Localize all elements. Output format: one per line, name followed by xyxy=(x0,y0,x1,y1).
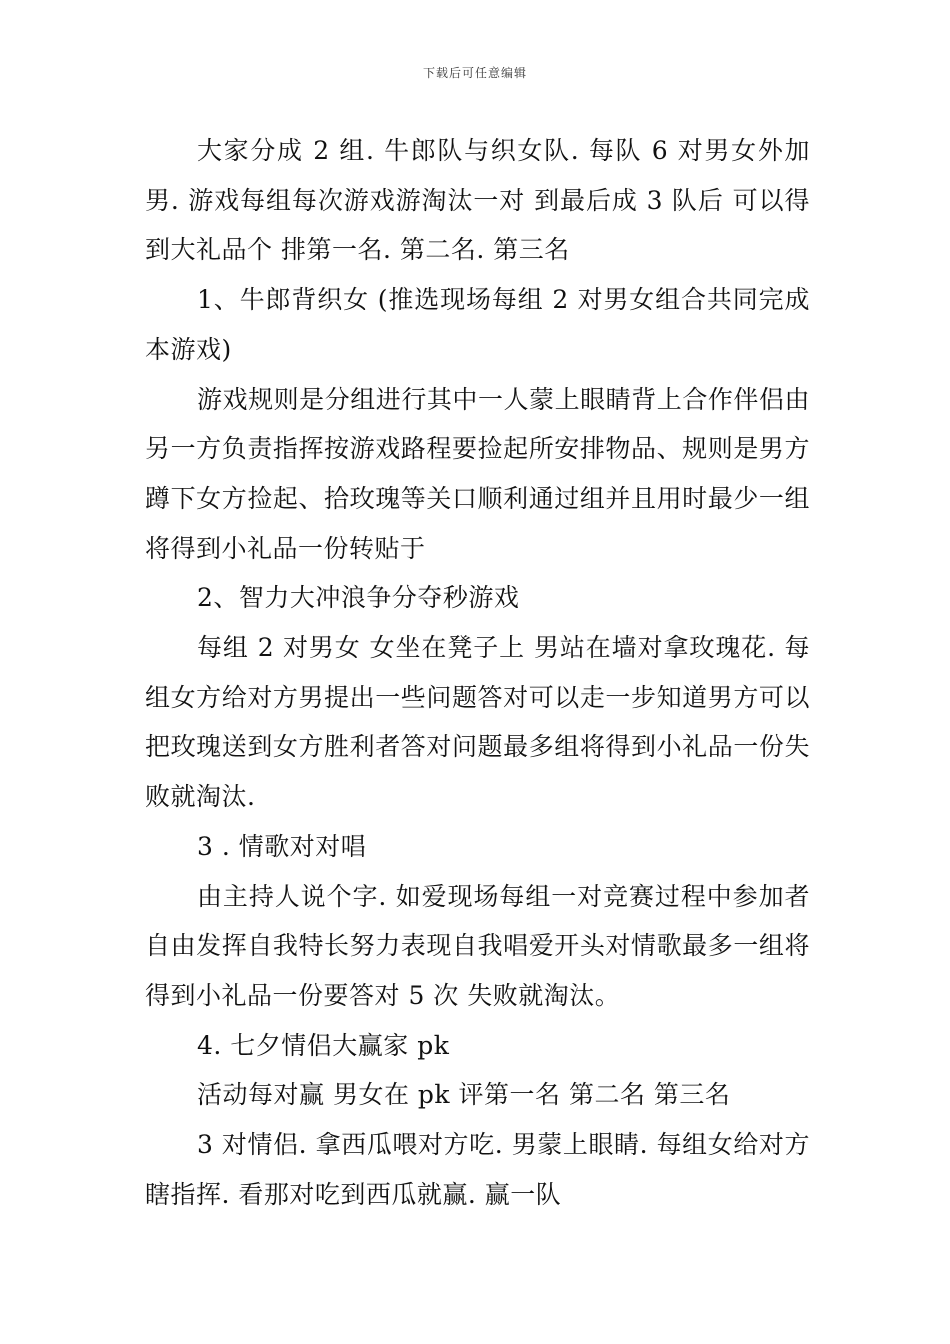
paragraph-rules-2: 每组 2 对男女 女坐在凳子上 男站在墙对拿玫瑰花. 每组女方给对方男提出一些问题答对可以走一步知道男方可以把玫瑰送到女方胜利者答对问题最多组将得到小礼品一份失败就淘汰. xyxy=(145,633,810,812)
section-heading-1: 1、牛郎背织女 (推选现场每组 2 对男女组合共同完成本游戏) xyxy=(145,285,810,364)
paragraph-rules-3: 由主持人说个字. 如爱现场每组一对竞赛过程中参加者自由发挥自我特长努力表现自我唱爱开头对情歌最多一组将得到小礼品一份要答对 5 次 失败就淘汰。 xyxy=(145,881,810,1010)
page-header: 下载后可任意编辑 xyxy=(422,66,527,80)
section-heading-3: 3 . 情歌对对唱 xyxy=(197,831,367,861)
document-body xyxy=(145,126,810,1219)
paragraph-rules-4a: 活动每对赢 男女在 pk 评第一名 第二名 第三名 xyxy=(197,1080,731,1110)
paragraph-rules-4b: 3 对情侣. 拿西瓜喂对方吃. 男蒙上眼睛. 每组女给对方瞎指挥. 看那对吃到西瓜就赢. 赢一队 xyxy=(145,1130,810,1209)
section-heading-2: 2、智力大冲浪争分夺秒游戏 xyxy=(197,583,520,613)
paragraph-intro: 大家分成 2 组. 牛郎队与织女队. 每队 6 对男女外加男. 游戏每组每次游戏游淘汰一对 到最后成 3 队后 可以得到大礼品个 排第一名. 第二名. 第三名 xyxy=(145,136,810,265)
section-heading-4: 4. 七夕情侣大赢家 pk xyxy=(197,1030,450,1060)
paragraph-rules-1: 游戏规则是分组进行其中一人蒙上眼睛背上合作伴侣由另一方负责指挥按游戏路程要捡起所安排物品、规则是男方蹲下女方捡起、拾玫瑰等关口顺利通过组并且用时最少一组将得到小礼品一份转贴于 xyxy=(145,384,810,563)
